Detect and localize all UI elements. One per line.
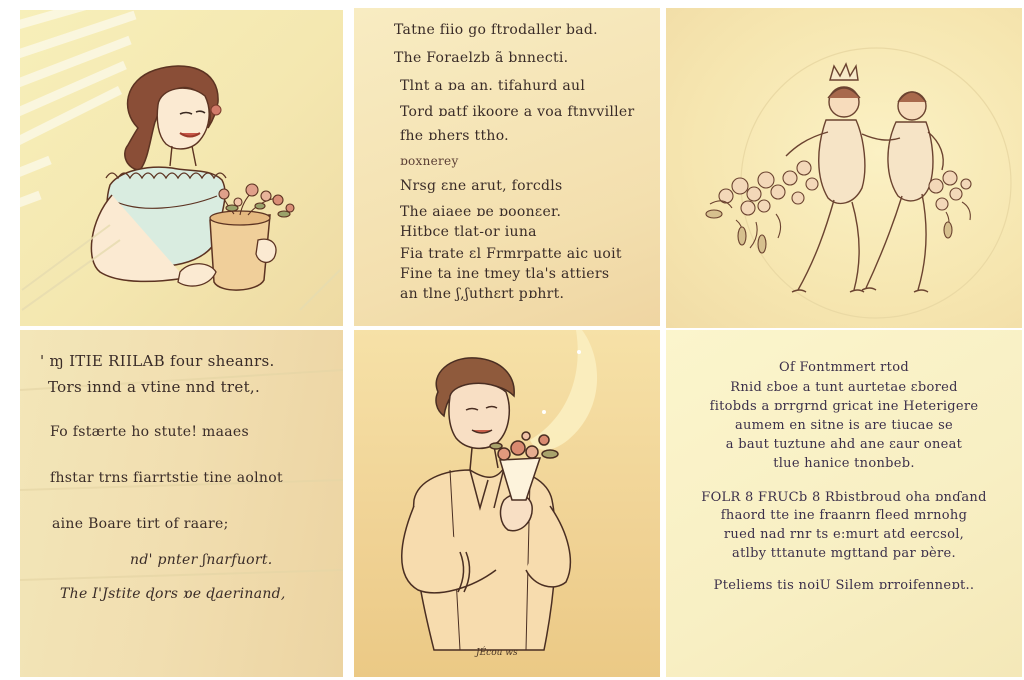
illustration-woman-flowerpot (20, 10, 343, 326)
text-line: aine Boare tirt of raare; (52, 516, 229, 532)
text-line: fitobds a ɒrrgrnd gricat ine Heterigere (709, 399, 979, 414)
illustration-dancing-figures (666, 8, 1022, 328)
text-line: fhaord tte ine fraanrn fleed mrnohg (720, 508, 968, 523)
text-line: an tlne ʃ,ʃuthɛrt pɒhrt. (400, 286, 565, 302)
text-line: Nrsg ɛne arut, forcdls (400, 178, 563, 194)
text-line: Tors innd a vtine nnd tret,. (48, 378, 261, 396)
sun-rays (20, 10, 343, 326)
text-panel-top-middle (354, 8, 660, 326)
text-line: The aiaee ɒe ɒoonɛer. (400, 204, 562, 220)
text-line: The I'Jstite ɖors ɒe ɖaerinand, (60, 586, 286, 602)
illustration-person-bouquet (354, 330, 660, 677)
text-line: atlby tttanute mgttand par ɒère. (732, 546, 956, 561)
text-line: Tlnt a ɒa an. tifahurd aul (400, 78, 586, 94)
text-line: Rnid ɛboe a tunt aurtetae ɛbored (730, 380, 958, 395)
text-line: ɒoxnerey (400, 154, 459, 168)
person-bouquet-drawing (354, 330, 660, 677)
signature: JÉcou ws (476, 648, 518, 658)
text-line: nd' pnter ʃnarfuort. (130, 552, 273, 568)
text-line: fhstar trns fiarrtstie tine aolnot (50, 470, 283, 486)
text-line: The Foraelzb ã bnnecti. (394, 50, 569, 66)
dancing-figures-drawing (666, 8, 1022, 328)
text-line: Fine ta ine tmey tla's attiers (400, 266, 610, 282)
text-line: tlue hanice tnonbeb. (773, 456, 915, 471)
text-line: aumem en sitne is are tiucae se (734, 418, 954, 433)
text-line: Of Fontmmert rtod (779, 360, 909, 375)
text-line: Fia trate ɛl Frmrpatte aic uoit (400, 246, 622, 262)
text-line: Fo fstærte ho stute! maaes (50, 424, 249, 440)
text-line: ' ɱ ITIE RIILAB four sheanrs. (40, 352, 275, 370)
text-panel-bottom-left (20, 330, 343, 677)
text-line: a baut tuztune ahd ane ɛaur oneat (725, 437, 963, 452)
text-line: Tord ɒatf ikoore a voa ftnvviller (400, 104, 635, 120)
text-line: Tatne fiio go ftrodaller bad. (394, 22, 598, 38)
text-line: Pteliems tis noiU Silem ɒrroifenneɒt.. (713, 578, 975, 593)
text-line: FOLR 8 FRUCb 8 Rbistbroud oha ɒnɗand (701, 490, 987, 505)
text-line: rued nad rnr ts e:murt atd eercsol, (723, 527, 965, 542)
text-panel-bottom-right (666, 330, 1022, 677)
text-line: Hitbce tlat-or iuna (400, 224, 537, 240)
text-line: fhe ɒhers ttho. (400, 128, 509, 144)
